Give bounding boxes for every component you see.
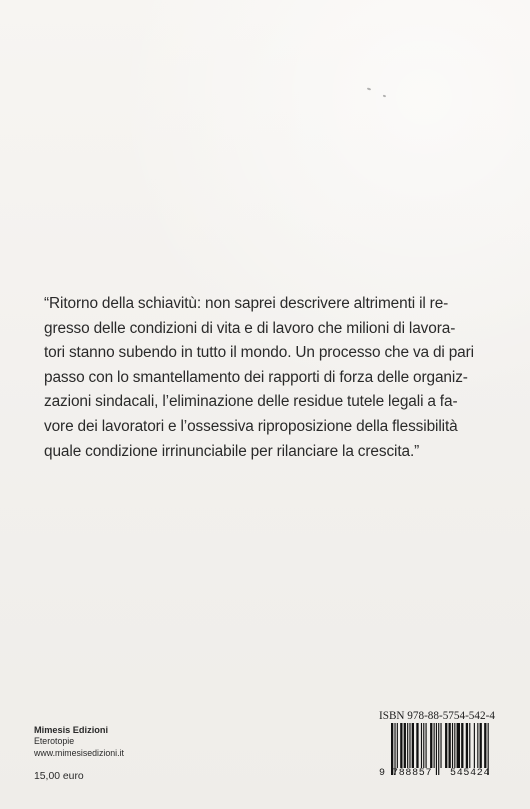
barcode-lead-digit: 9 xyxy=(379,768,386,779)
barcode-bar xyxy=(461,723,463,768)
barcode-bar xyxy=(454,723,455,768)
paper-speck xyxy=(367,87,371,90)
barcode-bar xyxy=(434,723,435,768)
barcode-bar xyxy=(445,723,447,768)
barcode-bar xyxy=(416,723,418,768)
barcode-bar xyxy=(477,723,478,768)
barcode-bar xyxy=(480,723,482,768)
barcode-bar xyxy=(466,723,468,768)
barcode-bar xyxy=(449,723,451,768)
barcode-bar xyxy=(400,723,402,768)
barcode-bar xyxy=(423,723,424,768)
barcode-bar xyxy=(452,723,453,768)
publisher-website: www.mimesisedizioni.it xyxy=(34,747,124,758)
isbn-barcode-block xyxy=(379,710,510,781)
barcode-bar xyxy=(430,723,432,768)
barcode-bar xyxy=(404,723,406,768)
barcode-bar xyxy=(421,723,422,768)
barcode-bar xyxy=(412,723,414,768)
price-label: 15,00 euro xyxy=(34,771,84,782)
paper-speck xyxy=(383,95,386,97)
back-cover-blurb xyxy=(44,292,490,464)
barcode-digits xyxy=(379,768,510,780)
blurb-line: zazioni sindacali, l’eliminazione delle residue tutele legali a fa- xyxy=(44,393,458,411)
series-name: Eterotopie xyxy=(34,736,75,746)
barcode-bar xyxy=(426,723,427,768)
isbn-label: ISBN 978-88-5754-542-4 xyxy=(379,710,495,722)
blurb-line: quale condizione irrinunciabile per rilanciare la crescita.” xyxy=(44,442,420,460)
barcode xyxy=(379,723,510,780)
barcode-bar xyxy=(457,723,460,768)
blurb-line: “Ritorno della schiavitù: non saprei descrivere altrimenti il re- xyxy=(44,295,449,312)
publisher-name: Mimesis Edizioni xyxy=(34,725,109,735)
blurb-line: passo con lo smantellamento dei rapporti di forza delle organiz- xyxy=(44,368,468,386)
publisher-info xyxy=(34,724,184,760)
barcode-bar xyxy=(440,723,441,768)
barcode-bar xyxy=(409,723,410,768)
barcode-bar xyxy=(407,723,408,768)
barcode-right-digits: 545424 xyxy=(450,768,491,779)
barcode-bar xyxy=(474,723,475,768)
blurb-line: tori stanno subendo in tutto il mondo. Un processo che va di pari xyxy=(44,344,474,362)
barcode-bar xyxy=(397,723,398,768)
barcode-left-digits: 788857 xyxy=(392,768,433,779)
barcode-bar xyxy=(469,723,470,768)
blurb-line: vore dei lavoratori e l’ossessiva riproposizione della flessibilità xyxy=(44,417,458,435)
blurb-line: gresso delle condizioni di vita e di lavoro che milioni di lavora- xyxy=(44,319,456,337)
barcode-bar xyxy=(484,723,486,768)
